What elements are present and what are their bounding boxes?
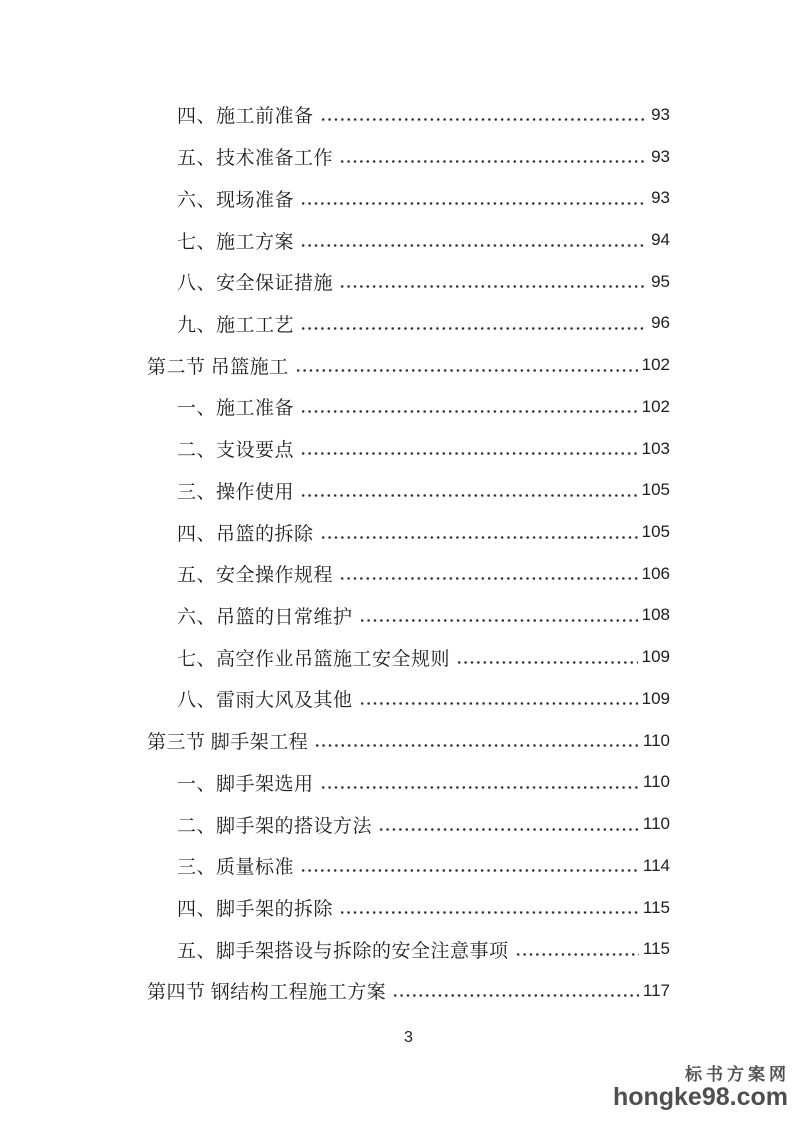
dot-leader — [318, 773, 639, 792]
toc-entry[interactable] — [147, 595, 670, 637]
toc-entry[interactable] — [147, 219, 670, 261]
toc-entry-title: 五、脚手架搭设与拆除的安全注意事项 — [177, 940, 509, 962]
dot-leader — [376, 815, 639, 834]
toc-entry-title: 七、施工方案 — [177, 231, 295, 253]
toc-entry-title: 第二节 吊篮施工 — [147, 356, 289, 378]
dot-leader — [390, 981, 639, 1000]
toc-entry-page-number: 95 — [651, 271, 670, 291]
watermark-site-name: 标书方案网 — [685, 1065, 790, 1085]
toc-entry-page-number: 108 — [641, 605, 670, 625]
toc-entry-title: 一、施工准备 — [177, 398, 295, 420]
toc-entry[interactable] — [147, 928, 670, 970]
dot-leader — [298, 856, 639, 875]
toc-entry-title: 六、现场准备 — [177, 189, 295, 211]
toc-entry-page-number: 102 — [641, 355, 670, 375]
dot-leader — [357, 606, 638, 625]
toc-entry-page-number: 96 — [651, 313, 670, 333]
toc-entry-page-number: 106 — [641, 563, 670, 583]
toc-entry-page-number: 110 — [642, 772, 670, 792]
toc-entry-page-number: 110 — [642, 730, 670, 750]
page-number: 3 — [404, 1029, 413, 1046]
toc-entry-title: 六、吊篮的日常维护 — [177, 606, 353, 628]
toc-entry-page-number: 103 — [641, 438, 670, 458]
dot-leader — [337, 147, 647, 166]
toc-entry[interactable] — [147, 553, 670, 595]
toc-entry[interactable] — [147, 94, 670, 136]
toc-entry-page-number: 110 — [642, 814, 670, 834]
toc-entry-title: 第四节 钢结构工程施工方案 — [147, 982, 387, 1004]
toc-entry[interactable] — [147, 303, 670, 345]
toc-entry-page-number: 115 — [642, 897, 670, 917]
toc-entry-title: 第三节 脚手架工程 — [147, 732, 309, 754]
toc-entry-page-number: 102 — [641, 396, 670, 416]
dot-leader — [357, 689, 638, 708]
toc-entry-title: 八、安全保证措施 — [177, 273, 334, 295]
toc-entry-page-number: 117 — [642, 980, 670, 1000]
dot-leader — [318, 523, 638, 542]
watermark-site-url: hongke98.com — [612, 1083, 788, 1111]
toc-entry-title: 七、高空作业吊篮施工安全规则 — [177, 648, 451, 670]
dot-leader — [318, 105, 648, 124]
toc-entry-title: 二、支设要点 — [177, 440, 295, 462]
toc-entry[interactable] — [147, 428, 670, 470]
toc-entry[interactable] — [147, 887, 670, 929]
toc-entry-title: 五、技术准备工作 — [177, 148, 334, 170]
toc-entry-title: 九、施工工艺 — [177, 314, 295, 336]
toc-entry-page-number: 105 — [641, 480, 670, 500]
toc-entry[interactable] — [147, 386, 670, 428]
toc-entry[interactable] — [147, 970, 670, 1012]
dot-leader — [298, 481, 638, 500]
toc-entry[interactable] — [147, 344, 670, 386]
toc-entry[interactable] — [147, 469, 670, 511]
toc-entry-title: 四、施工前准备 — [177, 106, 314, 128]
dot-leader — [298, 314, 647, 333]
dot-leader — [337, 898, 639, 917]
dot-leader — [454, 648, 638, 667]
dot-leader — [337, 564, 638, 583]
dot-leader — [312, 731, 639, 750]
toc-entry-title: 二、脚手架的搭设方法 — [177, 815, 373, 837]
toc-entry-title: 五、安全操作规程 — [177, 565, 334, 587]
watermark — [613, 1065, 788, 1110]
toc-entry-page-number: 93 — [651, 146, 670, 166]
dot-leader — [298, 439, 638, 458]
dot-leader — [298, 231, 647, 250]
toc-entry-title: 三、操作使用 — [177, 481, 295, 503]
toc-entry-page-number: 94 — [651, 230, 670, 250]
toc-entry[interactable] — [147, 803, 670, 845]
toc-entry-page-number: 93 — [651, 104, 670, 124]
dot-leader — [298, 397, 638, 416]
toc-entry-title: 八、雷雨大风及其他 — [177, 690, 353, 712]
toc-entry[interactable] — [147, 636, 670, 678]
toc-entry-page-number: 115 — [642, 939, 670, 959]
toc-entry-page-number: 109 — [641, 647, 670, 667]
toc-entry-page-number: 105 — [641, 522, 670, 542]
toc-entry[interactable] — [147, 762, 670, 804]
dot-leader — [513, 940, 639, 959]
toc-entry[interactable] — [147, 720, 670, 762]
dot-leader — [337, 272, 647, 291]
toc-entry-page-number: 109 — [641, 688, 670, 708]
toc-entry-title: 一、脚手架选用 — [177, 773, 314, 795]
toc-entry-title: 四、脚手架的拆除 — [177, 899, 334, 921]
dot-leader — [293, 356, 638, 375]
toc-entry-title: 三、质量标准 — [177, 857, 295, 879]
toc-entry[interactable] — [147, 177, 670, 219]
toc-entry[interactable] — [147, 845, 670, 887]
toc-entry-page-number: 93 — [651, 188, 670, 208]
dot-leader — [298, 189, 647, 208]
toc-entry[interactable] — [147, 261, 670, 303]
toc-entry[interactable] — [147, 678, 670, 720]
toc-entry[interactable] — [147, 511, 670, 553]
toc-entry[interactable] — [147, 136, 670, 178]
table-of-contents — [147, 94, 670, 1012]
toc-entry-page-number: 114 — [642, 855, 670, 875]
toc-entry-title: 四、吊篮的拆除 — [177, 523, 314, 545]
